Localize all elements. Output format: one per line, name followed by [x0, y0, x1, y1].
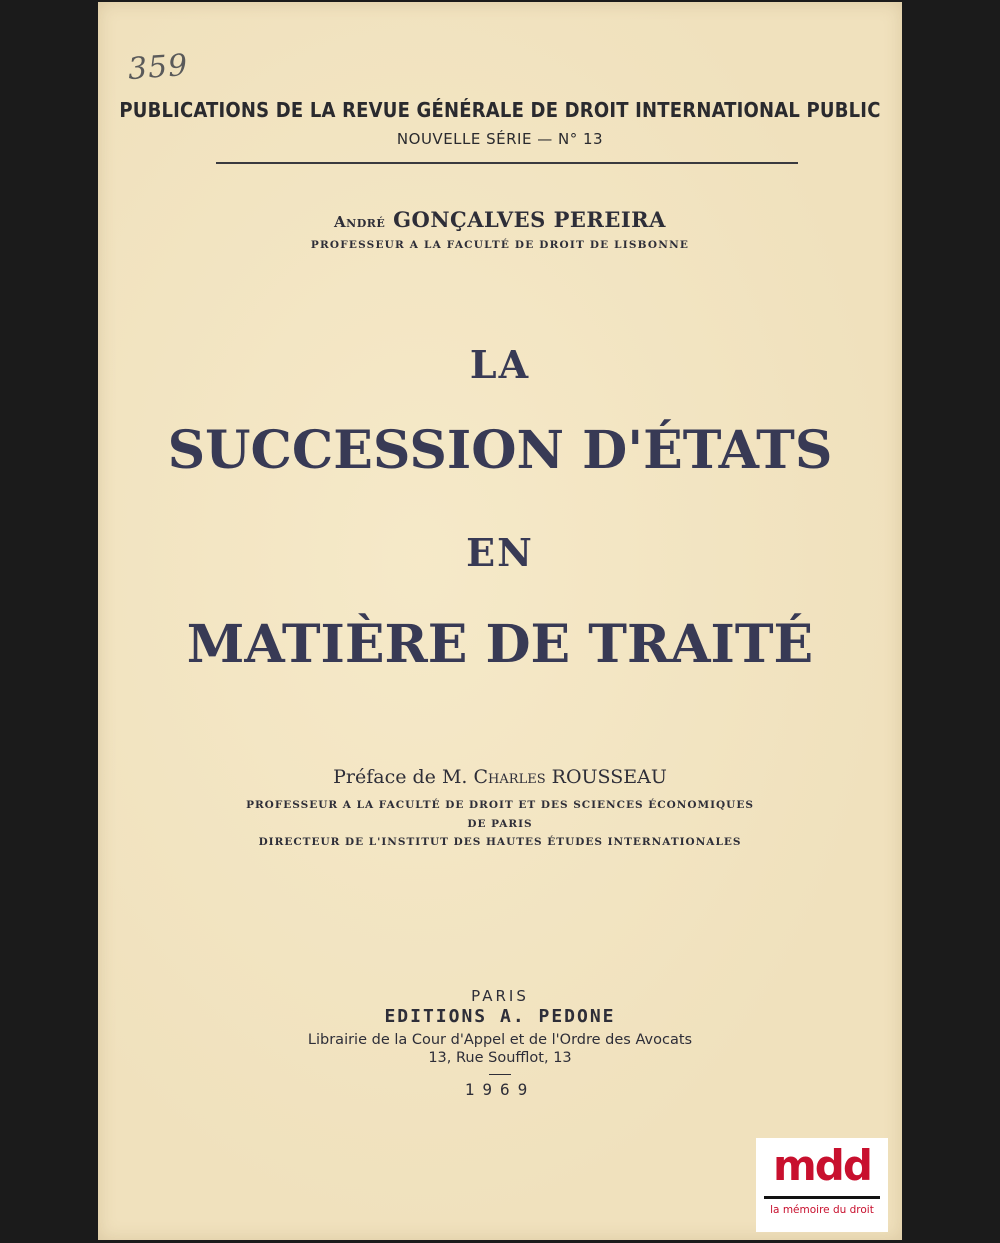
handwritten-note: 359 — [126, 47, 190, 88]
title-line-4: MATIÈRE DE TRAITÉ — [186, 614, 814, 675]
publisher-city: PARIS — [471, 987, 529, 1005]
preface-role-line: DE PARIS — [467, 818, 533, 830]
series-subtitle: NOUVELLE SÉRIE — N° 13 — [396, 130, 604, 148]
title-line-2: SUCCESSION D'ÉTATS — [167, 420, 833, 481]
preface-first-name: Charles — [473, 766, 546, 788]
preface-last-name: ROUSSEAU — [551, 766, 667, 788]
author-role: PROFESSEUR A LA FACULTÉ DE DROIT DE LISBONNE — [310, 239, 690, 251]
publication-year: 1969 — [464, 1080, 536, 1099]
preface-prefix: Préface de M. — [333, 766, 468, 788]
divider-rule — [216, 162, 798, 164]
year-dash — [489, 1074, 511, 1075]
preface-line — [98, 766, 902, 788]
publisher-name: EDITIONS A. PEDONE — [384, 1006, 616, 1027]
publisher-line-1: Librairie de la Cour d'Appel et de l'Ordre des Avocats — [307, 1032, 693, 1048]
preface-role-line: DIRECTEUR DE L'INSTITUT DES HAUTES ÉTUDES INTERNATIONALES — [258, 836, 742, 848]
title-line-3: EN — [466, 530, 534, 575]
mdd-logo — [756, 1138, 888, 1232]
logo-bar — [764, 1196, 880, 1199]
title-line-1: LA — [469, 342, 531, 387]
publisher-address: 13, Rue Soufflot, 13 — [428, 1050, 572, 1066]
author-name — [98, 207, 902, 232]
author-last-name: GONÇALVES PEREIRA — [393, 207, 666, 232]
preface-role-line: PROFESSEUR A LA FACULTÉ DE DROIT ET DES SCIENCES ÉCONOMIQUES — [246, 799, 754, 811]
series-title: PUBLICATIONS DE LA REVUE GÉNÉRALE DE DROIT INTERNATIONAL PUBLIC — [119, 98, 881, 122]
logo-tagline: la mémoire du droit — [770, 1204, 874, 1216]
book-cover — [98, 2, 902, 1240]
author-first-name: André — [334, 213, 386, 231]
logo-mark: mdd — [773, 1141, 871, 1190]
